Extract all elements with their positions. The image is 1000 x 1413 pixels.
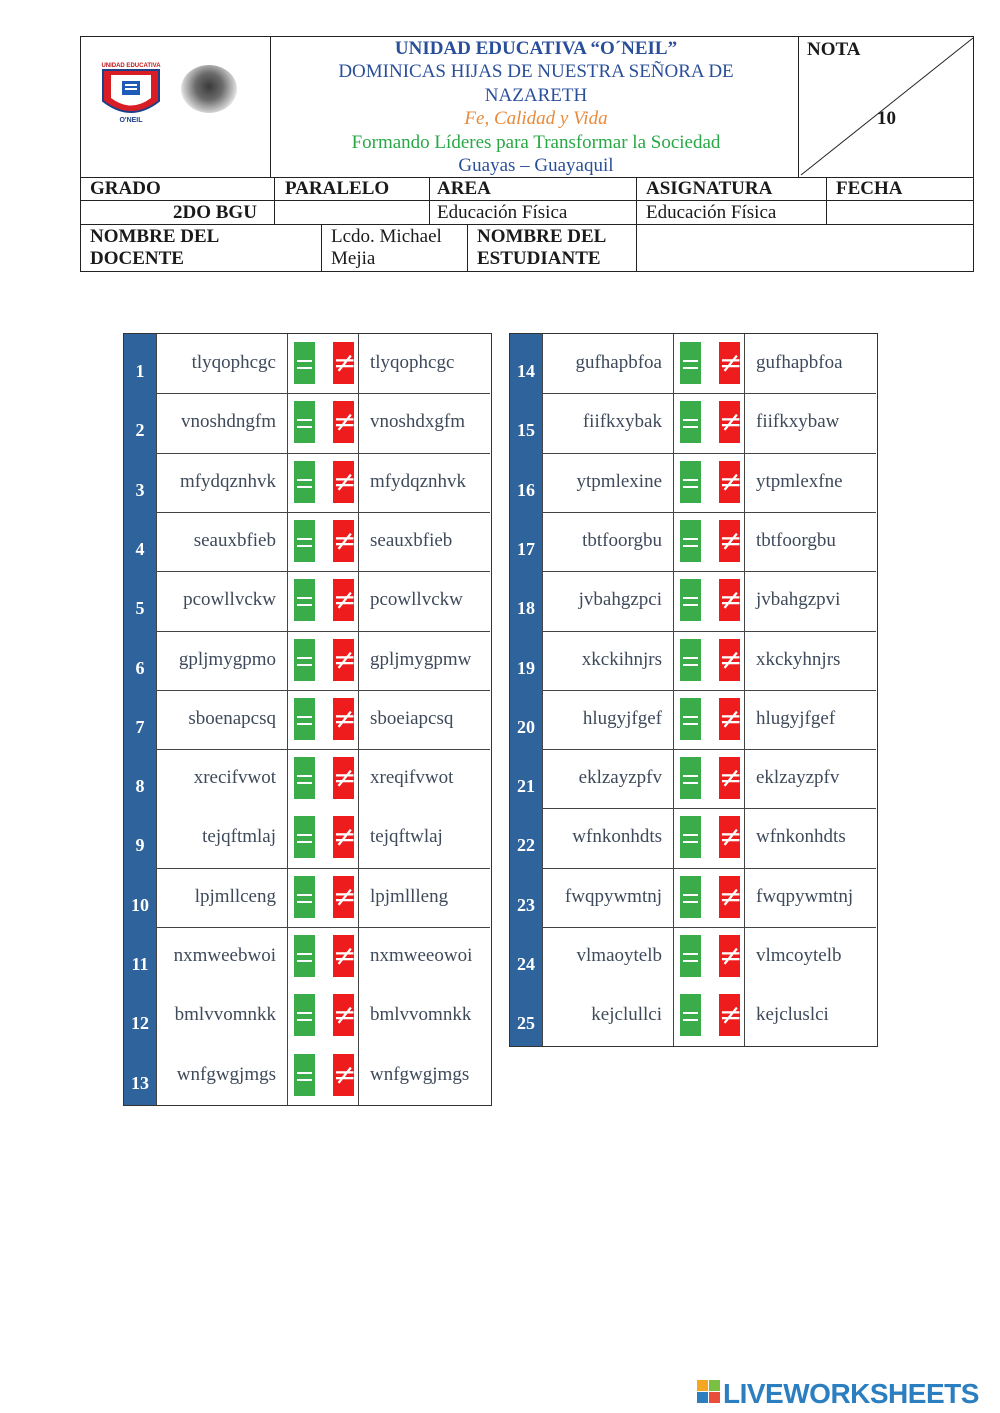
row-divider [542,631,876,632]
congregation-line1: DOMINICAS HIJAS DE NUESTRA SEÑORA DE [338,61,734,83]
equal-button[interactable] [680,520,701,562]
equal-button[interactable] [294,698,315,740]
not-equal-button[interactable] [719,876,743,918]
item-number: 9 [135,835,145,856]
not-equal-icon: ≠ [333,820,357,854]
school-header-text [271,37,801,177]
word-left: bmlvvomnkk [174,1004,276,1026]
not-equal-button[interactable] [333,698,357,740]
row-divider [156,927,490,928]
word-right: wnfgwgjmgs [370,1063,470,1085]
item-number: 18 [517,598,535,619]
word-left: fiifkxybak [582,411,662,433]
word-right: mfydqznhvk [370,470,467,492]
not-equal-button[interactable] [719,579,743,621]
equal-button[interactable] [294,342,315,384]
not-equal-button[interactable] [719,461,743,503]
word-left: lpjmllceng [194,885,276,907]
not-equal-button[interactable] [333,461,357,503]
word-left: ytpmlexine [576,470,662,492]
word-left: fwqpywmtnj [564,885,662,907]
word-right: fwqpywmtnj [756,885,854,907]
not-equal-button[interactable] [719,816,743,858]
column-divider [287,334,288,1105]
liveworksheets-logo [697,1378,997,1410]
word-left: vnoshdngfm [181,411,276,433]
nota-value: 10 [877,108,896,129]
equal-button[interactable] [294,639,315,681]
row-divider [542,393,876,394]
item-number: 3 [135,479,145,500]
word-left: tlyqophcgc [191,352,276,373]
item-number: 10 [131,894,149,915]
word-right: fiifkxybaw [756,411,840,433]
equal-button[interactable] [680,401,701,443]
asignatura-value: Educación Física [646,202,777,223]
not-equal-icon: ≠ [719,464,743,498]
not-equal-button[interactable] [333,639,357,681]
item-number: 7 [135,716,145,737]
not-equal-button[interactable] [333,342,357,384]
word-right: vlmcoytelb [756,945,842,966]
row-divider [542,868,876,869]
not-equal-icon: ≠ [719,820,743,854]
equal-button[interactable] [680,757,701,799]
word-right: seauxbfieb [370,529,453,551]
equal-button[interactable] [294,994,315,1036]
item-number: 22 [517,835,535,856]
row-divider [156,868,490,869]
brand-text: LIVEWORKSHEETS [723,1378,979,1409]
not-equal-button[interactable] [333,994,357,1036]
not-equal-icon: ≠ [719,642,743,676]
not-equal-icon: ≠ [333,998,357,1032]
header-table [80,36,974,272]
word-left: mfydqznhvk [179,470,276,492]
word-right: xreqifvwot [370,767,454,789]
row-divider [542,749,876,750]
equal-button[interactable] [294,876,315,918]
item-number: 19 [517,657,535,678]
item-number: 5 [135,598,145,619]
word-left: jvbahgzpci [578,589,662,611]
word-right: wfnkonhdts [756,826,846,848]
equal-button[interactable] [294,816,315,858]
not-equal-button[interactable] [719,994,743,1036]
word-left: gufhapbfoa [575,352,662,373]
equal-button[interactable] [294,520,315,562]
asignatura-label: ASIGNATURA [646,178,773,199]
word-left: sboenapcsq [188,707,276,729]
paralelo-label: PARALELO [285,178,390,199]
not-equal-icon: ≠ [719,405,743,439]
row-divider [156,453,490,454]
equal-button[interactable] [680,698,701,740]
item-number: 24 [517,954,535,974]
svg-text:UNIDAD EDUCATIVA: UNIDAD EDUCATIVA [101,63,161,69]
word-right: bmlvvomnkk [370,1004,472,1026]
grado-label: GRADO [90,178,161,199]
not-equal-button[interactable] [719,757,743,799]
item-number: 14 [517,361,535,381]
word-left: gpljmygpmo [178,648,276,670]
item-number: 17 [517,538,535,559]
grado-value: 2DO BGU [173,202,257,223]
row-divider [542,453,876,454]
equal-button[interactable] [680,639,701,681]
item-number: 13 [131,1072,149,1093]
area-value: Educación Física [437,202,568,223]
not-equal-icon: ≠ [719,761,743,795]
item-number: 15 [517,420,535,441]
item-number: 4 [135,538,145,559]
not-equal-icon: ≠ [719,939,743,972]
item-number: 25 [517,1013,535,1034]
equal-button[interactable] [680,579,701,621]
comparison-table-left [123,333,492,1106]
not-equal-icon: ≠ [719,583,743,617]
word-right: tbtfoorgbu [756,529,836,551]
not-equal-button[interactable] [333,935,357,977]
not-equal-icon: ≠ [333,642,357,676]
not-equal-button[interactable] [333,401,357,443]
not-equal-button[interactable] [333,1054,357,1096]
word-right: hlugyjfgef [756,707,836,729]
not-equal-button[interactable] [719,401,743,443]
item-number: 20 [517,716,535,737]
not-equal-icon: ≠ [333,405,357,439]
not-equal-icon: ≠ [333,583,357,617]
not-equal-icon: ≠ [719,701,743,735]
equal-button[interactable] [294,1054,315,1096]
not-equal-button[interactable] [333,816,357,858]
not-equal-button[interactable] [333,579,357,621]
word-right: nxmweeowoi [370,945,473,966]
word-left: wfnkonhdts [572,826,662,848]
liveworksheets-icon [697,1380,721,1408]
not-equal-button[interactable] [719,342,743,384]
not-equal-icon: ≠ [333,1057,357,1091]
not-equal-icon: ≠ [333,346,357,379]
not-equal-icon: ≠ [333,701,357,735]
word-left: tejqftmlaj [202,826,276,848]
word-left: kejclullci [591,1004,662,1026]
founder-portrait [181,65,237,113]
not-equal-icon: ≠ [719,998,743,1032]
word-right: ytpmlexfne [756,470,843,492]
word-right: vnoshdxgfm [370,411,465,433]
comparison-table-right [509,333,878,1047]
not-equal-icon: ≠ [333,761,357,795]
row-divider [542,512,876,513]
row-divider [156,393,490,394]
word-right: kejcluslci [756,1004,829,1026]
equal-button[interactable] [680,935,701,977]
equal-button[interactable] [294,757,315,799]
row-divider [156,512,490,513]
fecha-label: FECHA [836,178,903,199]
item-number: 1 [135,361,145,381]
not-equal-icon: ≠ [333,879,357,913]
equal-button[interactable] [680,816,701,858]
school-name: UNIDAD EDUCATIVA “O´NEIL” [394,38,678,59]
item-number: 8 [135,776,145,797]
equal-button[interactable] [294,461,315,503]
item-number: 11 [131,954,149,974]
location: Guayas – Guayaquil [458,155,614,177]
equal-button[interactable] [680,342,701,384]
column-divider [358,334,359,1105]
not-equal-icon: ≠ [333,523,357,557]
not-equal-button[interactable] [719,520,743,562]
word-right: eklzayzpfv [756,767,840,789]
not-equal-button[interactable] [719,935,743,977]
not-equal-icon: ≠ [719,523,743,557]
word-right: jvbahgzpvi [756,589,841,611]
equal-button[interactable] [680,461,701,503]
equal-button[interactable] [680,994,701,1036]
word-left: vlmaoytelb [576,945,662,966]
row-divider [156,571,490,572]
row-divider [542,571,876,572]
estudiante-label: NOMBRE DEL ESTUDIANTE [477,226,607,269]
item-number: 2 [135,420,145,441]
equal-button[interactable] [294,935,315,977]
row-divider [156,690,490,691]
word-left: wnfgwgjmgs [176,1063,276,1085]
word-left: eklzayzpfv [578,767,662,789]
word-right: tlyqophcgc [370,352,455,373]
item-number: 21 [517,776,535,797]
row-divider [156,749,490,750]
equal-button[interactable] [680,876,701,918]
row-divider [542,690,876,691]
not-equal-icon: ≠ [333,464,357,498]
word-right: xkckyhnjrs [756,648,841,670]
item-number: 16 [517,479,535,500]
row-divider [156,631,490,632]
area-label: AREA [437,178,491,199]
word-left: xkckihnjrs [581,648,662,670]
word-right: tejqftwlaj [370,826,443,848]
word-left: tbtfoorgbu [582,529,662,551]
not-equal-button[interactable] [719,639,743,681]
docente-label: NOMBRE DEL DOCENTE [90,226,220,269]
item-number: 6 [135,657,145,678]
not-equal-icon: ≠ [333,939,357,972]
word-right: gufhapbfoa [756,352,843,373]
item-number: 12 [131,1013,149,1034]
not-equal-icon: ≠ [719,879,743,913]
congregation-line2: NAZARETH [484,84,588,106]
not-equal-button[interactable] [333,520,357,562]
row-divider [542,808,876,809]
not-equal-button[interactable] [333,876,357,918]
motto: Fe, Calidad y Vida [464,108,608,130]
word-left: hlugyjfgef [582,707,662,729]
nota-label: NOTA [807,39,861,60]
word-right: sboeiapcsq [370,707,454,729]
equal-button[interactable] [294,401,315,443]
not-equal-icon: ≠ [719,346,743,379]
item-number: 23 [517,894,535,915]
grade-box [799,37,974,177]
docente-value: Lcdo. Michael Mejia [331,226,442,269]
equal-button[interactable] [294,579,315,621]
not-equal-button[interactable] [333,757,357,799]
word-left: pcowllvckw [183,589,276,611]
word-right: gpljmygpmw [370,648,472,670]
svg-text:O'NEIL: O'NEIL [119,117,143,124]
not-equal-button[interactable] [719,698,743,740]
word-right: pcowllvckw [370,589,463,611]
word-left: seauxbfieb [193,529,276,551]
column-divider [156,334,157,1105]
school-logo [95,61,167,125]
slogan: Formando Líderes para Transformar la Sociedad [351,131,721,153]
word-left: nxmweebwoi [173,945,276,966]
word-right: lpjmllleng [370,885,449,907]
row-divider [542,927,876,928]
word-left: xrecifvwot [193,767,276,789]
